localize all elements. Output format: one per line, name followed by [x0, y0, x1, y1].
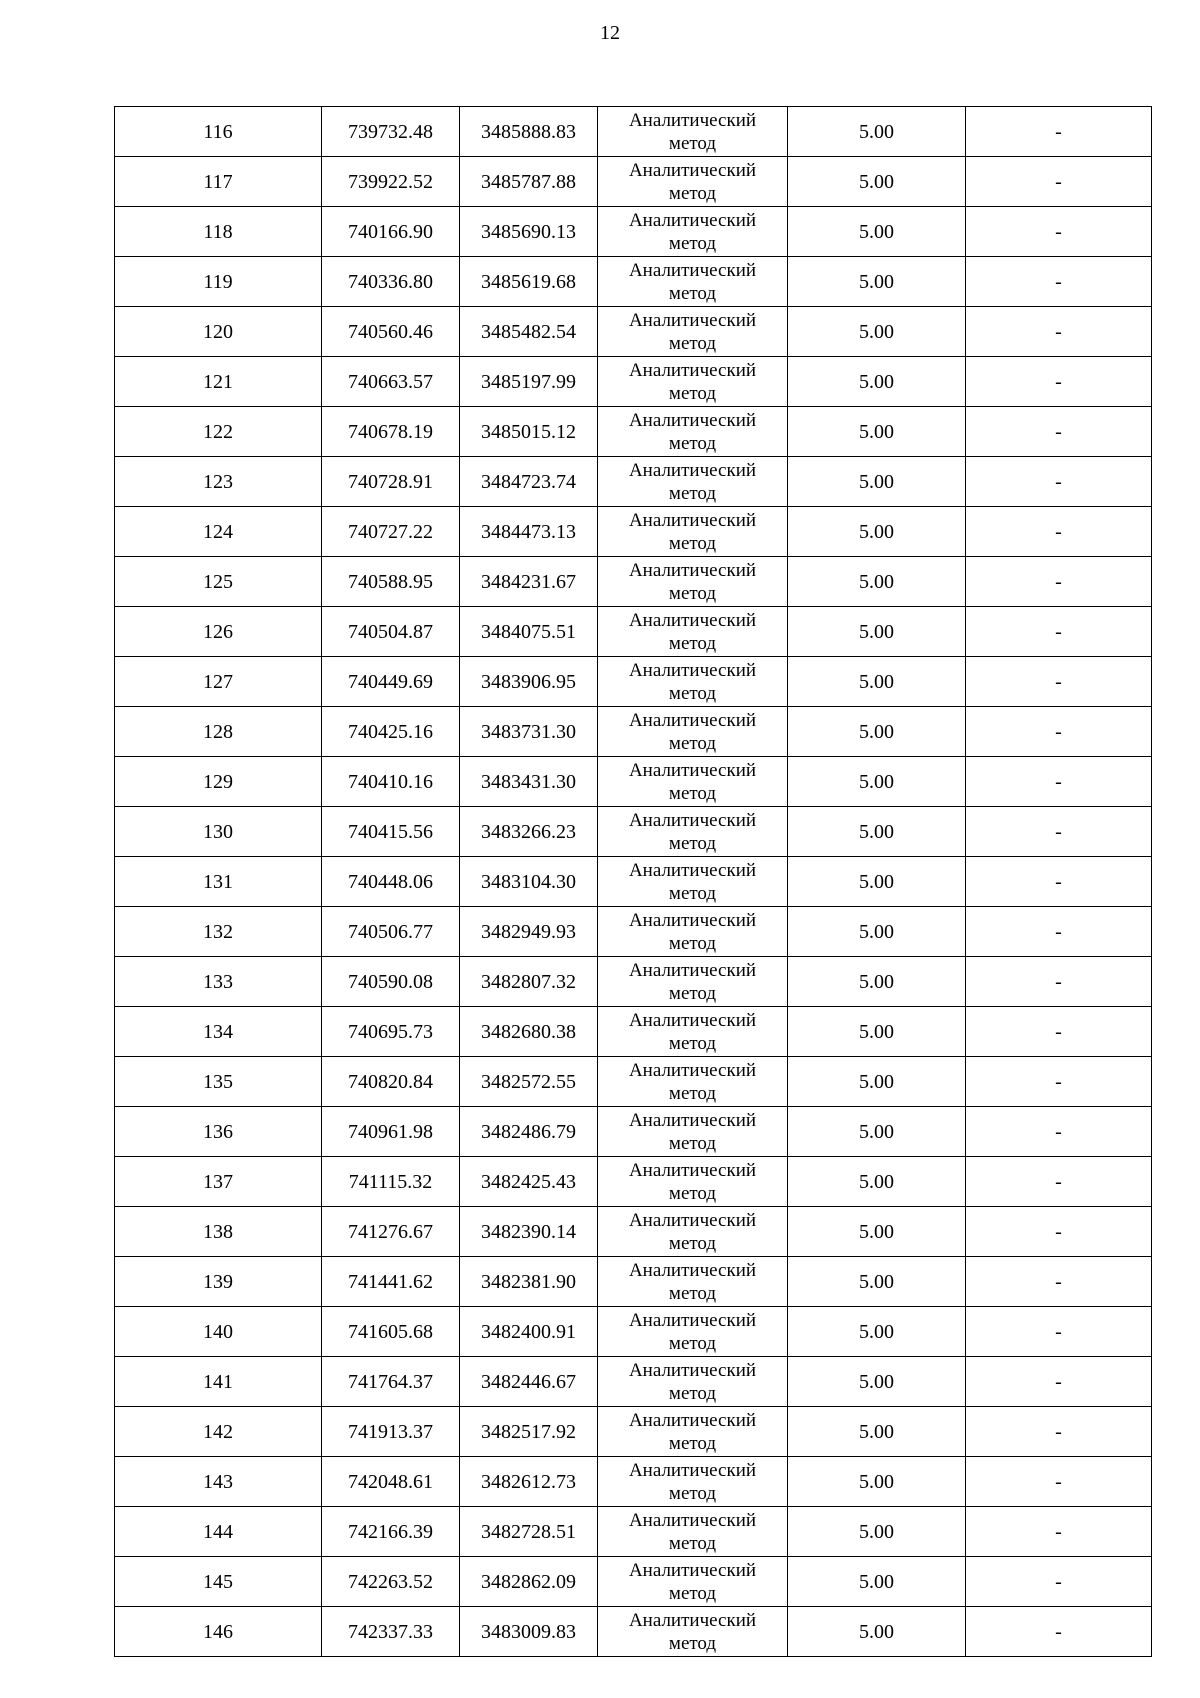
point-number-cell: 125 [115, 557, 322, 607]
method-line-1: Аналитический [628, 1009, 757, 1031]
method-line-2: метод [668, 282, 717, 304]
method-line-2: метод [668, 532, 717, 554]
method-line-1: Аналитический [628, 109, 757, 131]
accuracy-cell: 5.00 [788, 1457, 966, 1507]
x-coordinate-cell: 741276.67 [322, 1207, 460, 1257]
method-cell [598, 957, 788, 1007]
method-line-1: Аналитический [628, 809, 757, 831]
method-cell [598, 1207, 788, 1257]
y-coordinate-cell: 3485619.68 [460, 257, 598, 307]
method-cell [598, 1357, 788, 1407]
method-line-1: Аналитический [628, 1109, 757, 1131]
note-cell: - [966, 157, 1152, 207]
accuracy-cell: 5.00 [788, 607, 966, 657]
note-cell: - [966, 1607, 1152, 1657]
note-cell: - [966, 957, 1152, 1007]
y-coordinate-cell: 3482381.90 [460, 1257, 598, 1307]
x-coordinate-cell: 740336.80 [322, 257, 460, 307]
note-cell: - [966, 1007, 1152, 1057]
y-coordinate-cell: 3483104.30 [460, 857, 598, 907]
method-line-2: метод [668, 1082, 717, 1104]
table-row [115, 207, 1152, 257]
method-cell [598, 757, 788, 807]
method-line-2: метод [668, 1032, 717, 1054]
note-cell: - [966, 457, 1152, 507]
method-line-2: метод [668, 632, 717, 654]
y-coordinate-cell: 3482390.14 [460, 1207, 598, 1257]
method-cell [598, 857, 788, 907]
point-number-cell: 142 [115, 1407, 322, 1457]
y-coordinate-cell: 3482486.79 [460, 1107, 598, 1157]
y-coordinate-cell: 3484231.67 [460, 557, 598, 607]
accuracy-cell: 5.00 [788, 107, 966, 157]
point-number-cell: 116 [115, 107, 322, 157]
point-number-cell: 132 [115, 907, 322, 957]
method-line-2: метод [668, 332, 717, 354]
method-line-1: Аналитический [628, 259, 757, 281]
note-cell: - [966, 1057, 1152, 1107]
accuracy-cell: 5.00 [788, 1057, 966, 1107]
note-cell: - [966, 1207, 1152, 1257]
x-coordinate-cell: 741605.68 [322, 1307, 460, 1357]
method-line-1: Аналитический [628, 959, 757, 981]
y-coordinate-cell: 3485690.13 [460, 207, 598, 257]
table-row [115, 1057, 1152, 1107]
method-line-1: Аналитический [628, 409, 757, 431]
x-coordinate-cell: 740678.19 [322, 407, 460, 457]
note-cell: - [966, 907, 1152, 957]
method-line-1: Аналитический [628, 1359, 757, 1381]
point-number-cell: 124 [115, 507, 322, 557]
method-cell [598, 457, 788, 507]
x-coordinate-cell: 742166.39 [322, 1507, 460, 1557]
x-coordinate-cell: 741913.37 [322, 1407, 460, 1457]
x-coordinate-cell: 740590.08 [322, 957, 460, 1007]
table-row [115, 407, 1152, 457]
accuracy-cell: 5.00 [788, 307, 966, 357]
table-row [115, 707, 1152, 757]
x-coordinate-cell: 740695.73 [322, 1007, 460, 1057]
table-row [115, 807, 1152, 857]
table-row [115, 157, 1152, 207]
point-number-cell: 141 [115, 1357, 322, 1407]
x-coordinate-cell: 740588.95 [322, 557, 460, 607]
y-coordinate-cell: 3482862.09 [460, 1557, 598, 1607]
method-line-2: метод [668, 1382, 717, 1404]
method-line-1: Аналитический [628, 209, 757, 231]
table-row [115, 1357, 1152, 1407]
table-row [115, 1407, 1152, 1457]
method-line-1: Аналитический [628, 1059, 757, 1081]
method-cell [598, 1257, 788, 1307]
y-coordinate-cell: 3482680.38 [460, 1007, 598, 1057]
method-cell [598, 657, 788, 707]
method-cell [598, 157, 788, 207]
note-cell: - [966, 1157, 1152, 1207]
accuracy-cell: 5.00 [788, 757, 966, 807]
note-cell: - [966, 1557, 1152, 1607]
note-cell: - [966, 207, 1152, 257]
point-number-cell: 145 [115, 1557, 322, 1607]
table-row [115, 307, 1152, 357]
method-line-1: Аналитический [628, 309, 757, 331]
note-cell: - [966, 1507, 1152, 1557]
method-line-1: Аналитический [628, 859, 757, 881]
table-row [115, 907, 1152, 957]
point-number-cell: 139 [115, 1257, 322, 1307]
note-cell: - [966, 557, 1152, 607]
x-coordinate-cell: 740504.87 [322, 607, 460, 657]
x-coordinate-cell: 741115.32 [322, 1157, 460, 1207]
y-coordinate-cell: 3483009.83 [460, 1607, 598, 1657]
method-line-2: метод [668, 1232, 717, 1254]
method-line-2: метод [668, 1282, 717, 1304]
method-line-2: метод [668, 482, 717, 504]
table-row [115, 1207, 1152, 1257]
point-number-cell: 135 [115, 1057, 322, 1107]
method-line-2: метод [668, 732, 717, 754]
accuracy-cell: 5.00 [788, 1157, 966, 1207]
method-line-1: Аналитический [628, 609, 757, 631]
table-row [115, 857, 1152, 907]
y-coordinate-cell: 3484473.13 [460, 507, 598, 557]
table-row [115, 107, 1152, 157]
table-row [115, 257, 1152, 307]
accuracy-cell: 5.00 [788, 657, 966, 707]
method-line-2: метод [668, 232, 717, 254]
table-row [115, 457, 1152, 507]
method-cell [598, 107, 788, 157]
method-cell [598, 207, 788, 257]
accuracy-cell: 5.00 [788, 1557, 966, 1607]
coordinates-table-body [115, 107, 1152, 1657]
table-row [115, 1457, 1152, 1507]
note-cell: - [966, 757, 1152, 807]
accuracy-cell: 5.00 [788, 957, 966, 1007]
accuracy-cell: 5.00 [788, 157, 966, 207]
y-coordinate-cell: 3485197.99 [460, 357, 598, 407]
x-coordinate-cell: 740728.91 [322, 457, 460, 507]
method-line-2: метод [668, 1332, 717, 1354]
method-cell [598, 807, 788, 857]
y-coordinate-cell: 3483731.30 [460, 707, 598, 757]
method-cell [598, 907, 788, 957]
table-row [115, 1507, 1152, 1557]
x-coordinate-cell: 740415.56 [322, 807, 460, 857]
accuracy-cell: 5.00 [788, 1507, 966, 1557]
method-line-2: метод [668, 682, 717, 704]
method-line-1: Аналитический [628, 459, 757, 481]
method-line-2: метод [668, 1182, 717, 1204]
x-coordinate-cell: 741764.37 [322, 1357, 460, 1407]
accuracy-cell: 5.00 [788, 1607, 966, 1657]
x-coordinate-cell: 740410.16 [322, 757, 460, 807]
note-cell: - [966, 107, 1152, 157]
x-coordinate-cell: 740560.46 [322, 307, 460, 357]
point-number-cell: 127 [115, 657, 322, 707]
method-line-2: метод [668, 932, 717, 954]
method-cell [598, 307, 788, 357]
x-coordinate-cell: 741441.62 [322, 1257, 460, 1307]
point-number-cell: 119 [115, 257, 322, 307]
accuracy-cell: 5.00 [788, 357, 966, 407]
point-number-cell: 134 [115, 1007, 322, 1057]
method-line-2: метод [668, 1482, 717, 1504]
point-number-cell: 146 [115, 1607, 322, 1657]
note-cell: - [966, 607, 1152, 657]
accuracy-cell: 5.00 [788, 457, 966, 507]
table-row [115, 1557, 1152, 1607]
point-number-cell: 138 [115, 1207, 322, 1257]
method-cell [598, 507, 788, 557]
method-line-1: Аналитический [628, 759, 757, 781]
method-line-2: метод [668, 582, 717, 604]
method-line-2: метод [668, 882, 717, 904]
method-line-2: метод [668, 982, 717, 1004]
note-cell: - [966, 357, 1152, 407]
table-row [115, 957, 1152, 1007]
y-coordinate-cell: 3482612.73 [460, 1457, 598, 1507]
method-line-1: Аналитический [628, 1509, 757, 1531]
y-coordinate-cell: 3484075.51 [460, 607, 598, 657]
x-coordinate-cell: 740820.84 [322, 1057, 460, 1107]
method-line-1: Аналитический [628, 509, 757, 531]
point-number-cell: 126 [115, 607, 322, 657]
x-coordinate-cell: 740961.98 [322, 1107, 460, 1157]
point-number-cell: 121 [115, 357, 322, 407]
method-line-2: метод [668, 132, 717, 154]
accuracy-cell: 5.00 [788, 1257, 966, 1307]
method-cell [598, 1457, 788, 1507]
method-line-1: Аналитический [628, 159, 757, 181]
accuracy-cell: 5.00 [788, 1007, 966, 1057]
method-cell [598, 1507, 788, 1557]
note-cell: - [966, 1257, 1152, 1307]
method-line-1: Аналитический [628, 1409, 757, 1431]
note-cell: - [966, 1357, 1152, 1407]
y-coordinate-cell: 3482807.32 [460, 957, 598, 1007]
method-cell [598, 1557, 788, 1607]
method-cell [598, 257, 788, 307]
point-number-cell: 131 [115, 857, 322, 907]
y-coordinate-cell: 3485015.12 [460, 407, 598, 457]
method-line-2: метод [668, 432, 717, 454]
method-line-2: метод [668, 182, 717, 204]
point-number-cell: 136 [115, 1107, 322, 1157]
y-coordinate-cell: 3482517.92 [460, 1407, 598, 1457]
table-row [115, 757, 1152, 807]
coordinates-table [114, 106, 1152, 1657]
method-cell [598, 1607, 788, 1657]
x-coordinate-cell: 740449.69 [322, 657, 460, 707]
y-coordinate-cell: 3482425.43 [460, 1157, 598, 1207]
y-coordinate-cell: 3482446.67 [460, 1357, 598, 1407]
method-cell [598, 1407, 788, 1457]
table-row [115, 1607, 1152, 1657]
x-coordinate-cell: 739922.52 [322, 157, 460, 207]
method-line-2: метод [668, 382, 717, 404]
x-coordinate-cell: 740425.16 [322, 707, 460, 757]
accuracy-cell: 5.00 [788, 807, 966, 857]
method-line-2: метод [668, 1532, 717, 1554]
method-line-1: Аналитический [628, 1559, 757, 1581]
point-number-cell: 123 [115, 457, 322, 507]
method-line-1: Аналитический [628, 659, 757, 681]
note-cell: - [966, 807, 1152, 857]
point-number-cell: 128 [115, 707, 322, 757]
point-number-cell: 130 [115, 807, 322, 857]
method-line-1: Аналитический [628, 1209, 757, 1231]
accuracy-cell: 5.00 [788, 1107, 966, 1157]
table-row [115, 1257, 1152, 1307]
method-line-1: Аналитический [628, 1159, 757, 1181]
table-row [115, 557, 1152, 607]
accuracy-cell: 5.00 [788, 1407, 966, 1457]
y-coordinate-cell: 3482949.93 [460, 907, 598, 957]
y-coordinate-cell: 3483906.95 [460, 657, 598, 707]
method-line-2: метод [668, 1132, 717, 1154]
accuracy-cell: 5.00 [788, 407, 966, 457]
method-cell [598, 357, 788, 407]
y-coordinate-cell: 3485482.54 [460, 307, 598, 357]
note-cell: - [966, 407, 1152, 457]
note-cell: - [966, 1407, 1152, 1457]
accuracy-cell: 5.00 [788, 857, 966, 907]
y-coordinate-cell: 3482728.51 [460, 1507, 598, 1557]
x-coordinate-cell: 740506.77 [322, 907, 460, 957]
accuracy-cell: 5.00 [788, 1207, 966, 1257]
accuracy-cell: 5.00 [788, 507, 966, 557]
accuracy-cell: 5.00 [788, 707, 966, 757]
table-row [115, 1157, 1152, 1207]
y-coordinate-cell: 3482400.91 [460, 1307, 598, 1357]
point-number-cell: 117 [115, 157, 322, 207]
note-cell: - [966, 1107, 1152, 1157]
table-row [115, 1307, 1152, 1357]
method-line-2: метод [668, 1632, 717, 1654]
note-cell: - [966, 857, 1152, 907]
x-coordinate-cell: 742337.33 [322, 1607, 460, 1657]
method-line-1: Аналитический [628, 1309, 757, 1331]
point-number-cell: 143 [115, 1457, 322, 1507]
x-coordinate-cell: 742048.61 [322, 1457, 460, 1507]
method-line-2: метод [668, 832, 717, 854]
method-cell [598, 707, 788, 757]
accuracy-cell: 5.00 [788, 257, 966, 307]
accuracy-cell: 5.00 [788, 1307, 966, 1357]
y-coordinate-cell: 3482572.55 [460, 1057, 598, 1107]
table-row [115, 507, 1152, 557]
table-row [115, 1107, 1152, 1157]
method-line-1: Аналитический [628, 559, 757, 581]
method-cell [598, 407, 788, 457]
point-number-cell: 137 [115, 1157, 322, 1207]
table-row [115, 357, 1152, 407]
method-line-2: метод [668, 1432, 717, 1454]
accuracy-cell: 5.00 [788, 1357, 966, 1407]
accuracy-cell: 5.00 [788, 557, 966, 607]
point-number-cell: 118 [115, 207, 322, 257]
method-line-1: Аналитический [628, 909, 757, 931]
method-cell [598, 1057, 788, 1107]
point-number-cell: 122 [115, 407, 322, 457]
accuracy-cell: 5.00 [788, 907, 966, 957]
note-cell: - [966, 307, 1152, 357]
table-row [115, 1007, 1152, 1057]
method-line-1: Аналитический [628, 359, 757, 381]
method-line-1: Аналитический [628, 1259, 757, 1281]
y-coordinate-cell: 3483431.30 [460, 757, 598, 807]
x-coordinate-cell: 740727.22 [322, 507, 460, 557]
method-cell [598, 607, 788, 657]
method-cell [598, 1007, 788, 1057]
method-line-1: Аналитический [628, 1609, 757, 1631]
method-cell [598, 1157, 788, 1207]
x-coordinate-cell: 740448.06 [322, 857, 460, 907]
y-coordinate-cell: 3483266.23 [460, 807, 598, 857]
table-row [115, 657, 1152, 707]
point-number-cell: 144 [115, 1507, 322, 1557]
note-cell: - [966, 507, 1152, 557]
table-row [115, 607, 1152, 657]
accuracy-cell: 5.00 [788, 207, 966, 257]
y-coordinate-cell: 3485787.88 [460, 157, 598, 207]
method-line-1: Аналитический [628, 1459, 757, 1481]
x-coordinate-cell: 739732.48 [322, 107, 460, 157]
point-number-cell: 129 [115, 757, 322, 807]
method-cell [598, 1307, 788, 1357]
note-cell: - [966, 707, 1152, 757]
y-coordinate-cell: 3484723.74 [460, 457, 598, 507]
x-coordinate-cell: 742263.52 [322, 1557, 460, 1607]
point-number-cell: 133 [115, 957, 322, 1007]
note-cell: - [966, 1307, 1152, 1357]
note-cell: - [966, 1457, 1152, 1507]
point-number-cell: 140 [115, 1307, 322, 1357]
page-number: 12 [600, 22, 620, 44]
method-line-2: метод [668, 1582, 717, 1604]
note-cell: - [966, 257, 1152, 307]
method-line-2: метод [668, 782, 717, 804]
point-number-cell: 120 [115, 307, 322, 357]
method-line-1: Аналитический [628, 709, 757, 731]
method-cell [598, 1107, 788, 1157]
x-coordinate-cell: 740166.90 [322, 207, 460, 257]
method-cell [598, 557, 788, 607]
x-coordinate-cell: 740663.57 [322, 357, 460, 407]
note-cell: - [966, 657, 1152, 707]
y-coordinate-cell: 3485888.83 [460, 107, 598, 157]
